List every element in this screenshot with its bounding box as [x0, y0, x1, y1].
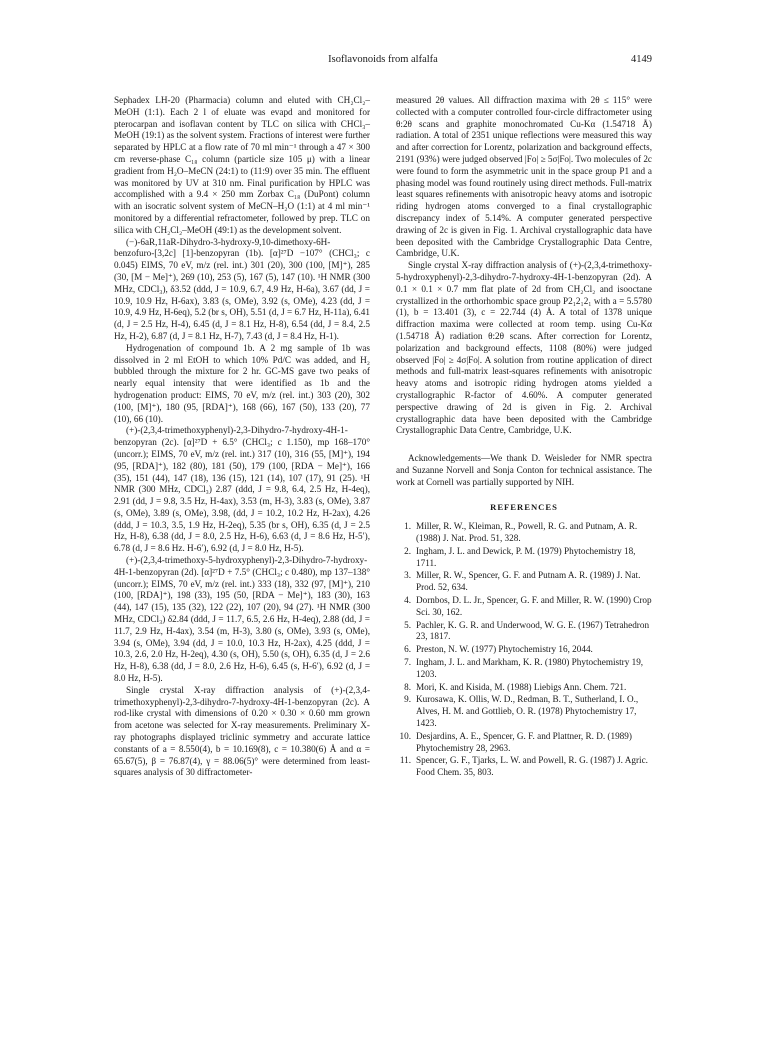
- reference-item: [396, 570, 652, 594]
- reference-number: 9.: [404, 694, 411, 705]
- paragraph-compound-1b: (−)-6aR,11aR-Dihydro-3-hydroxy-9,10-dimethoxy-6H-benzofuro-[3,2c] [1]-benzopyran (1b). [α]²⁷D −107° (CHCl₃; c 0.045) EIMS, 70 eV, m/z (rel. int.) 301 (20), 300 (100, [M]⁺), 285 (30, [M − Me]⁺), 269 (10), 253 (5), 167 (5), 147 (10). ¹H NMR (300 MHz, CDCl₃), δ3.52 (ddd, J = 10.9, 6.7, 4.9 Hz, H-6a), 3.67 (dd, J = 10.9, 10.9 Hz, H-6ax), 3.83 (s, OMe), 3.92 (s, OMe), 4.23 (dd, J = 10.9, 4.9 Hz, H-6eq), 5.2 (br s, OH), 5.51 (d, J = 6.7 Hz, H-11a), 6.41 (d, J = 2.5 Hz, H-4), 6.45 (d, J = 8.1 Hz, H-8), 6.54 (dd, J = 8.4, 2.5 Hz, H-2), 6.87 (d, J = 8.1 Hz, H-7), 7.43 (d, J = 8.4 Hz, H-1).: [114, 236, 370, 341]
- reference-text: Miller, R. W., Kleiman, R., Powell, R. G. and Putnam, A. R. (1988) J. Nat. Prod. 51, 328.: [416, 521, 638, 544]
- reference-list: [396, 521, 652, 779]
- acknowledgements: Acknowledgements—We thank D. Weisleder for NMR spectra and Suzanne Norvell and Sonja Conton for technical assistance. The work at Cornell was partially supported by NIH.: [396, 453, 652, 487]
- reference-number: 8.: [404, 681, 411, 692]
- reference-number: 3.: [404, 570, 411, 581]
- reference-number: 6.: [404, 644, 411, 655]
- reference-item: [396, 755, 652, 779]
- reference-text: Dornbos, D. L. Jr., Spencer, G. F. and Miller, R. W. (1990) Crop Sci. 30, 162.: [416, 595, 652, 617]
- reference-item: [396, 521, 652, 545]
- reference-text: Desjardins, A. E., Spencer, G. F. and Plattner, R. D. (1989) Phytochemistry 28, 2963.: [416, 730, 632, 753]
- paragraph-xray-2c: Single crystal X-ray diffraction analysis of (+)-(2,3,4-trimethoxyphenyl)-2,3-dihydro-7-hydroxy-4H-1-benzopyran (2c). A rod-like crystal with dimensions of 0.20 × 0.30 × 0.60 mm grown from acetone was selected for X-ray measurements. Preliminary X-ray photographs displayed triclinic symmetry and accurate lattice constants of a = 8.550(4), b = 10.169(8), c = 10.380(6) Å and α = 65.67(5), β = 76.87(4), γ = 88.06(5)° were determined from least-squares analysis of 30 diffractometer-: [114, 684, 370, 778]
- reference-item: [396, 657, 652, 681]
- reference-text: Spencer, G. F., Tjarks, L. W. and Powell, R. G. (1987) J. Agric. Food Chem. 35, 803.: [416, 755, 648, 778]
- reference-item: [396, 731, 652, 755]
- paragraph-compound-2d: (+)-(2,3,4-trimethoxy-5-hydroxyphenyl)-2,3-Dihydro-7-hydroxy-4H-1-benzopyran (2d). [α]²⁷D + 7.5° (CHCl₃; c 0.480), mp 137–138° (uncorr.); EIMS, 70 eV, m/z (rel. int.) 333 (18), 332 (97, [M]⁺), 210 (100, [RDA]⁺), 198 (33), 195 (50, [RDA − Me]⁺), 183 (30), 163 (44), 147 (15), 135 (32), 122 (22), 107 (20), 94 (27). ¹H NMR (300 MHz, CDCl₃) δ2.84 (ddd, J = 11.7, 6.5, 2.6 Hz, H-4eq), 2.88 (dd, J = 11.7, 2.9 Hz, H-4ax), 3.54 (m, H-3), 3.80 (s, OMe), 3.93 (s, OMe), 3.94 (s, OMe), 3.94 (dd, J = 10.0, 10.3 Hz, H-2ax), 4.25 (ddd, J = 10.3, 2.6, 2.0 Hz, H-2eq), 4.30 (s, OH), 5.50 (s, OH), 6.35 (d, J = 2.6 Hz, H-8), 6.38 (dd, J = 8.0, 2.6 Hz, H-6), 6.45 (s, H-6′), 6.92 (d, J = 8.0 Hz, H-5).: [114, 555, 370, 684]
- references-heading: REFERENCES: [490, 501, 558, 512]
- left-column: [114, 95, 370, 779]
- reference-item: [396, 546, 652, 570]
- reference-number: 5.: [404, 619, 411, 630]
- paragraph-xray-2d: Single crystal X-ray diffraction analysis of (+)-(2,3,4-trimethoxy-5-hydroxyphenyl)-2,3-dihydro-7-hydroxy-4H-1-benzopyran (2d). A 0.1 × 0.1 × 0.7 mm flat plate of 2d from CH₂Cl₂ and isooctane crystallized in the orthorhombic space group P2₁2₁2₁ with a = 5.5780 (1), b = 13.401 (3), c = 22.744 (4) Å. A total of 1378 unique diffraction maxima were collected at room temp. using Cu-Kα (1.54718 Å) radiation θ:2θ scans. After correction for Lorentz, polarization and background effects, 1108 (80%) were judged observed |Fo| ≥ 4σ|Fo|. A solution from routine application of direct methods and full-matrix least-squares refinements with anisotropic heavy atoms and isotropic riding hydrogen atoms yielded a crystallographic R-factor of 4.60%. A computer generated perspective drawing of 2d is given in Fig. 2. Archival crystallographic data have been deposited with the Cambridge Crystallographic Data Centre, Cambridge, U.K.: [396, 260, 652, 436]
- reference-text: Kurosawa, K. Ollis, W. D., Redman, B. T., Sutherland, I. O., Alves, H. M. and Gottlieb, O. R. (1978) Phytochemistry 17, 1423.: [416, 694, 639, 729]
- reference-text: Pachler, K. G. R. and Underwood, W. G. E. (1967) Tetrahedron 23, 1817.: [416, 619, 650, 642]
- reference-item: [396, 694, 652, 729]
- page-number: 4149: [631, 54, 652, 65]
- right-column: [396, 95, 652, 780]
- paragraph-compound-2c: (+)-(2,3,4-trimethoxyphenyl)-2,3-Dihydro-7-hydroxy-4H-1-benzopyran (2c). [α]²⁷D + 6.5° (CHCl₃; c 1.150), mp 168–170° (uncorr.); EIMS, 70 eV, m/z (rel. int.) 317 (10), 316 (55, [M]⁺), 194 (95, [RDA]⁺), 182 (80), 181 (50), 179 (100, [RDA − Me]⁺), 166 (35), 151 (44), 147 (18), 136 (15), 121 (14), 107 (17), 91 (25). ¹H NMR (300 MHz, CDCl₃) 2.87 (ddd, J = 9.8, 6.4, 2.5 Hz, H-4eq), 2.91 (dd, J = 9.8, 3.5 Hz, H-4ax), 3.53 (m, H-3), 3.83 (s, OMe), 3.87 (s, OMe), 3.89 (s, OMe), 3.98, (dd, J = 10.2, 10.2 Hz, H-2ax), 4.26 (ddd, J = 10.3, 3.5, 1.9 Hz, H-2eq), 5.35 (br s, OH), 6.35 (d, J = 2.5 Hz, H-8), 6.38 (dd, J = 8.0, 2.5 Hz, H-6), 6.63 (d, J = 8.6 Hz, H-5′), 6.78 (d, J = 8.6 Hz. H-6′), 6.92 (d, J = 8.0 Hz, H-5).: [114, 425, 370, 554]
- reference-number: 2.: [404, 545, 411, 556]
- page-header: [114, 54, 652, 68]
- reference-text: Ingham, J. L. and Markham, K. R. (1980) Phytochemistry 19, 1203.: [416, 657, 644, 679]
- reference-number: 10.: [399, 730, 411, 741]
- running-title: Isoflavonoids from alfalfa: [328, 54, 438, 65]
- paragraph-hydrogenation: Hydrogenation of compound 1b. A 2 mg sample of 1b was dissolved in 2 ml EtOH to which 10% Pd/C was added, and H₂ bubbled through the mixture for 2 hr. GC-MS gave two peaks of nearly equal intensity that were identified as 1b and the hydrogenation product: EIMS, 70 eV, m/z (rel. int.) 303 (20), 302 (100, [M]⁺), 180 (95, [RDA]⁺), 168 (66), 167 (50), 133 (20), 77 (10), 66 (10).: [114, 342, 370, 424]
- reference-text: Miller, R. W., Spencer, G. F. and Putnam A. R. (1989) J. Nat. Prod. 52, 634.: [416, 570, 641, 593]
- paragraph-xray-2c-continued: measured 2θ values. All diffraction maxima with 2θ ≤ 115° were collected with a computer controlled four-circle diffractometer using θ:2θ scans and graphite monochromated Cu-Kα (1.54718 Å) radiation. A total of 2351 unique reflections were measured this way and after correction for Lorentz, polarization and background effects, 2191 (93%) were judged observed |Fo| ≥ 5σ|Fo|. Two molecules of 2c were found to form the asymmetric unit in the space group P1 and a phasing model was found routinely using direct methods. Full-matrix least squares refinements with anisotropic heavy atoms and isotropic riding hydrogen atoms converged to a final crystallographic discrepancy index of 5.14%. A computer generated perspective drawing of 2c is given in Fig. 1. Archival crystallographic data have been deposited with the Cambridge Crystallographic Data Centre, Cambridge, U.K.: [396, 95, 652, 259]
- reference-item: [396, 644, 652, 656]
- reference-number: 7.: [404, 657, 411, 668]
- reference-number: 11.: [399, 755, 411, 766]
- reference-text: Preston, N. W. (1977) Phytochemistry 16, 2044.: [416, 644, 593, 655]
- reference-text: Ingham, J. L. and Dewick, P. M. (1979) Phytochemistry 18, 1711.: [416, 545, 636, 568]
- reference-item: [396, 595, 652, 619]
- reference-item: [396, 620, 652, 644]
- paragraph-methods-continued: Sephadex LH-20 (Pharmacia) column and eluted with CH₂Cl₂–MeOH (1:1). Each 2 l of eluate was evapd and monitored for pterocarpan and isoflavan content by TLC on silica with CHCl₃–MeOH (19:1) as the solvent system. Fractions of interest were further separated by HPLC at a flow rate of 70 ml min⁻¹ through a 47 × 300 cm reverse-phase C₁₈ column (particle size 105 μ) with a linear gradient from H₂O–MeCN (24:1) to (11:9) over 35 min. The effluent was monitored by UV at 310 nm. Final purification by HPLC was accomplished with a 9.4 × 250 mm Zorbax C₁₈ (DuPont) column with an isocratic solvent system of MeCN–H₂O (1:1) at 4 ml min⁻¹ monitored by a differential refractometer, followed by prep. TLC on silica with CH₂Cl₂–MeOH (49:1) as the development solvent.: [114, 95, 370, 235]
- reference-number: 1.: [404, 521, 411, 532]
- reference-text: Mori, K. and Kisida, M. (1988) Liebigs Ann. Chem. 721.: [416, 681, 627, 692]
- reference-item: [396, 682, 652, 694]
- reference-number: 4.: [404, 595, 411, 606]
